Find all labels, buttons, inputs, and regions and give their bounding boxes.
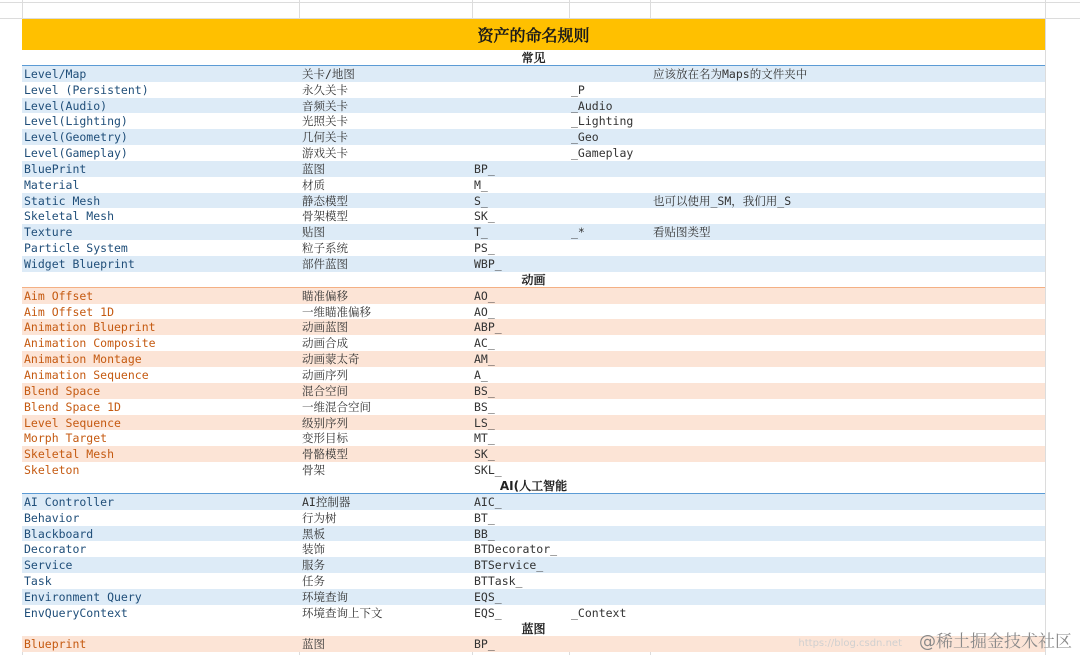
table-row — [22, 224, 1045, 240]
chinese-name-cell[interactable]: 任务 — [302, 574, 325, 588]
note-cell[interactable] — [653, 288, 1043, 304]
prefix-cell[interactable] — [474, 82, 568, 98]
table-row — [22, 367, 1045, 383]
suffix-cell[interactable]: _Gameplay — [571, 146, 634, 160]
table-row — [22, 510, 1045, 526]
suffix-cell[interactable] — [571, 430, 649, 446]
table-row — [22, 82, 1045, 98]
chinese-name-cell[interactable]: 蓝图 — [302, 162, 325, 176]
note-cell[interactable] — [653, 367, 1043, 383]
note-cell[interactable] — [653, 304, 1043, 320]
chinese-name-cell[interactable]: 环境查询 — [302, 590, 348, 604]
asset-type-cell[interactable]: Widget Blueprint — [24, 257, 135, 271]
prefix-cell[interactable] — [474, 145, 568, 161]
prefix-cell[interactable]: BB_ — [474, 527, 495, 541]
suffix-cell[interactable] — [571, 66, 649, 82]
asset-type-cell[interactable]: Level (Persistent) — [24, 83, 149, 97]
suffix-cell[interactable] — [571, 161, 649, 177]
table-row — [22, 383, 1045, 399]
chinese-name-cell[interactable]: 贴图 — [302, 225, 325, 239]
chinese-name-cell[interactable]: 瞄准偏移 — [302, 289, 348, 303]
suffix-cell[interactable] — [571, 304, 649, 320]
note-cell[interactable] — [653, 240, 1043, 256]
chinese-name-cell[interactable]: 一维混合空间 — [302, 400, 371, 414]
note-cell[interactable] — [653, 98, 1043, 114]
suffix-cell[interactable] — [571, 240, 649, 256]
table-row — [22, 462, 1045, 478]
note-cell[interactable] — [653, 256, 1043, 272]
note-cell[interactable]: 看贴图类型 — [653, 225, 711, 239]
asset-type-cell[interactable]: Level/Map — [24, 67, 87, 81]
note-cell[interactable] — [653, 177, 1043, 193]
faint-url: https://blog.csdn.net — [798, 638, 902, 649]
asset-type-cell[interactable]: Particle System — [24, 241, 128, 255]
asset-type-cell[interactable]: Environment Query — [24, 590, 142, 604]
suffix-cell[interactable] — [571, 335, 649, 351]
table-row — [22, 541, 1045, 557]
prefix-cell[interactable]: BT_ — [474, 511, 495, 525]
prefix-cell[interactable]: EQS_ — [474, 606, 502, 620]
suffix-cell[interactable] — [571, 557, 649, 573]
sheet-title: 资产的命名规则 — [22, 19, 1045, 50]
chinese-name-cell[interactable]: 动画蓝图 — [302, 320, 348, 334]
note-cell[interactable] — [653, 415, 1043, 431]
suffix-cell[interactable]: _* — [571, 225, 585, 239]
asset-type-cell[interactable]: Blend Space 1D — [24, 400, 121, 414]
asset-type-cell[interactable]: Skeletal Mesh — [24, 447, 115, 461]
chinese-name-cell[interactable]: 混合空间 — [302, 384, 348, 398]
suffix-cell[interactable] — [571, 636, 649, 652]
suffix-cell[interactable] — [571, 494, 649, 510]
chinese-name-cell[interactable]: AI控制器 — [302, 495, 351, 509]
asset-type-cell[interactable]: Static Mesh — [24, 194, 101, 208]
chinese-name-cell[interactable]: 光照关卡 — [302, 114, 348, 128]
note-cell[interactable] — [653, 113, 1043, 129]
gridline — [0, 2, 1080, 3]
note-cell[interactable] — [653, 129, 1043, 145]
asset-type-cell[interactable]: Service — [24, 558, 73, 572]
table-row — [22, 573, 1045, 589]
asset-type-cell[interactable]: Texture — [24, 225, 73, 239]
suffix-cell[interactable] — [571, 383, 649, 399]
asset-type-cell[interactable]: Animation Sequence — [24, 368, 149, 382]
table-row — [22, 304, 1045, 320]
note-cell[interactable] — [653, 510, 1043, 526]
note-cell[interactable]: 应该放在名为Maps的文件夹中 — [653, 67, 808, 81]
suffix-cell[interactable]: _Context — [571, 606, 627, 620]
note-cell[interactable] — [653, 462, 1043, 478]
suffix-cell[interactable] — [571, 589, 649, 605]
note-cell[interactable] — [653, 335, 1043, 351]
asset-type-cell[interactable]: Behavior — [24, 511, 80, 525]
prefix-cell[interactable]: M_ — [474, 178, 488, 192]
chinese-name-cell[interactable]: 服务 — [302, 558, 325, 572]
prefix-cell[interactable] — [474, 98, 568, 114]
prefix-cell[interactable]: T_ — [474, 225, 488, 239]
prefix-cell[interactable]: AM_ — [474, 352, 495, 366]
asset-type-cell[interactable]: Skeleton — [24, 463, 80, 477]
note-cell[interactable] — [653, 605, 1043, 621]
table-row — [22, 605, 1045, 621]
suffix-cell[interactable]: _Audio — [571, 99, 613, 113]
asset-type-cell[interactable]: Material — [24, 178, 80, 192]
asset-type-cell[interactable]: Blend Space — [24, 384, 101, 398]
table-row — [22, 208, 1045, 224]
suffix-cell[interactable] — [571, 462, 649, 478]
suffix-cell[interactable]: _P — [571, 83, 585, 97]
prefix-cell[interactable]: SK_ — [474, 447, 495, 461]
chinese-name-cell[interactable]: 级别序列 — [302, 416, 348, 430]
chinese-name-cell[interactable]: 黑板 — [302, 527, 325, 541]
suffix-cell[interactable] — [571, 256, 649, 272]
chinese-name-cell[interactable]: 材质 — [302, 178, 325, 192]
suffix-cell[interactable] — [571, 573, 649, 589]
suffix-cell[interactable] — [571, 367, 649, 383]
asset-type-cell[interactable]: Decorator — [24, 542, 87, 556]
prefix-cell[interactable]: AIC_ — [474, 495, 502, 509]
prefix-cell[interactable]: SK_ — [474, 209, 495, 223]
suffix-cell[interactable] — [571, 208, 649, 224]
note-cell[interactable] — [653, 557, 1043, 573]
prefix-cell[interactable]: ABP_ — [474, 320, 502, 334]
note-cell[interactable] — [653, 494, 1043, 510]
table-row — [22, 430, 1045, 446]
section-header: AI(人工智能 — [22, 478, 1045, 494]
table-row — [22, 113, 1045, 129]
asset-type-cell[interactable]: Aim Offset — [24, 289, 94, 303]
suffix-cell[interactable]: _Lighting — [571, 114, 634, 128]
note-cell[interactable] — [653, 161, 1043, 177]
prefix-cell[interactable]: LS_ — [474, 416, 495, 430]
prefix-cell[interactable]: BS_ — [474, 400, 495, 414]
note-cell[interactable] — [653, 430, 1043, 446]
prefix-cell[interactable]: S_ — [474, 194, 488, 208]
asset-type-cell[interactable]: BluePrint — [24, 162, 87, 176]
chinese-name-cell[interactable]: 蓝图 — [302, 637, 325, 651]
asset-type-cell[interactable]: Level(Gameplay) — [24, 146, 128, 160]
prefix-cell[interactable]: BP_ — [474, 637, 495, 651]
prefix-cell[interactable]: MT_ — [474, 431, 495, 445]
prefix-cell[interactable]: SKL_ — [474, 463, 502, 477]
table-row — [22, 494, 1045, 510]
chinese-name-cell[interactable]: 静态模型 — [302, 194, 348, 208]
suffix-cell[interactable]: _Geo — [571, 130, 599, 144]
suffix-cell[interactable] — [571, 319, 649, 335]
note-cell[interactable] — [653, 383, 1043, 399]
table-row — [22, 129, 1045, 145]
chinese-name-cell[interactable]: 骨骼模型 — [302, 447, 348, 461]
note-cell[interactable] — [653, 573, 1043, 589]
section-header: 蓝图 — [22, 621, 1045, 637]
chinese-name-cell[interactable]: 部件蓝图 — [302, 257, 348, 271]
prefix-cell[interactable]: BTDecorator_ — [474, 542, 558, 556]
table-row — [22, 66, 1045, 82]
suffix-cell[interactable] — [571, 351, 649, 367]
chinese-name-cell[interactable]: 骨架模型 — [302, 209, 348, 223]
note-cell[interactable] — [653, 208, 1043, 224]
table-row — [22, 589, 1045, 605]
suffix-cell[interactable] — [571, 177, 649, 193]
prefix-cell[interactable]: BP_ — [474, 162, 495, 176]
suffix-cell[interactable] — [571, 526, 649, 542]
suffix-cell[interactable] — [571, 446, 649, 462]
chinese-name-cell[interactable]: 骨架 — [302, 463, 325, 477]
table-row — [22, 256, 1045, 272]
chinese-name-cell[interactable]: 粒子系统 — [302, 241, 348, 255]
note-cell[interactable] — [653, 399, 1043, 415]
note-cell[interactable] — [653, 589, 1043, 605]
prefix-cell[interactable] — [474, 113, 568, 129]
prefix-cell[interactable] — [474, 129, 568, 145]
chinese-name-cell[interactable]: 游戏关卡 — [302, 146, 348, 160]
gridline — [1045, 0, 1046, 655]
prefix-cell[interactable]: PS_ — [474, 241, 495, 255]
asset-type-cell[interactable]: Animation Composite — [24, 336, 156, 350]
chinese-name-cell[interactable]: 一维瞄准偏移 — [302, 305, 371, 319]
table-row — [22, 161, 1045, 177]
chinese-name-cell[interactable]: 装饰 — [302, 542, 325, 556]
prefix-cell[interactable]: AC_ — [474, 336, 495, 350]
table-row — [22, 288, 1045, 304]
note-cell[interactable] — [653, 541, 1043, 557]
chinese-name-cell[interactable]: 行为树 — [302, 511, 337, 525]
asset-type-cell[interactable]: AI Controller — [24, 495, 115, 509]
asset-type-cell[interactable]: Animation Blueprint — [24, 320, 156, 334]
asset-type-cell[interactable]: Skeletal Mesh — [24, 209, 115, 223]
asset-type-cell[interactable]: Level(Lighting) — [24, 114, 128, 128]
table-row — [22, 335, 1045, 351]
note-cell[interactable] — [653, 319, 1043, 335]
chinese-name-cell[interactable]: 永久关卡 — [302, 83, 348, 97]
note-cell[interactable] — [653, 145, 1043, 161]
asset-type-cell[interactable]: Animation Montage — [24, 352, 142, 366]
table-row — [22, 351, 1045, 367]
asset-type-cell[interactable]: Blackboard — [24, 527, 94, 541]
section-header: 动画 — [22, 272, 1045, 288]
table-row — [22, 415, 1045, 431]
asset-type-cell[interactable]: Level(Geometry) — [24, 130, 128, 144]
suffix-cell[interactable] — [571, 399, 649, 415]
asset-type-cell[interactable]: Morph Target — [24, 431, 108, 445]
prefix-cell[interactable]: AO_ — [474, 289, 495, 303]
table-row — [22, 177, 1045, 193]
table-row — [22, 557, 1045, 573]
table-row — [22, 446, 1045, 462]
table-row — [22, 319, 1045, 335]
watermark: @稀土掘金技术社区 — [919, 632, 1072, 652]
prefix-cell[interactable]: A_ — [474, 368, 488, 382]
asset-type-cell[interactable]: Level(Audio) — [24, 99, 108, 113]
suffix-cell[interactable] — [571, 415, 649, 431]
asset-type-cell[interactable]: Aim Offset 1D — [24, 305, 115, 319]
prefix-cell[interactable]: BS_ — [474, 384, 495, 398]
suffix-cell[interactable] — [571, 193, 649, 209]
section-header: 常见 — [22, 50, 1045, 66]
table-row — [22, 526, 1045, 542]
prefix-cell[interactable]: EQS_ — [474, 590, 502, 604]
chinese-name-cell[interactable]: 环境查询上下文 — [302, 606, 383, 620]
chinese-name-cell[interactable]: 动画合成 — [302, 336, 348, 350]
suffix-cell[interactable] — [571, 510, 649, 526]
chinese-name-cell[interactable]: 关卡/地图 — [302, 67, 355, 81]
note-cell[interactable] — [653, 351, 1043, 367]
asset-type-cell[interactable]: Task — [24, 574, 52, 588]
prefix-cell[interactable]: BTService_ — [474, 558, 544, 572]
asset-type-cell[interactable]: EnvQueryContext — [24, 606, 128, 620]
chinese-name-cell[interactable]: 音频关卡 — [302, 99, 348, 113]
asset-type-cell[interactable]: Blueprint — [24, 637, 87, 651]
suffix-cell[interactable] — [571, 541, 649, 557]
chinese-name-cell[interactable]: 几何关卡 — [302, 130, 348, 144]
table-row — [22, 98, 1045, 114]
prefix-cell[interactable]: AO_ — [474, 305, 495, 319]
note-cell[interactable] — [653, 82, 1043, 98]
table-row — [22, 145, 1045, 161]
chinese-name-cell[interactable]: 动画蒙太奇 — [302, 352, 360, 366]
prefix-cell[interactable]: BTTask_ — [474, 574, 523, 588]
asset-type-cell[interactable]: Level Sequence — [24, 416, 121, 430]
table-row — [22, 193, 1045, 209]
table-row — [22, 399, 1045, 415]
suffix-cell[interactable] — [571, 288, 649, 304]
note-cell[interactable]: 也可以使用_SM，我们用_S — [653, 194, 792, 208]
chinese-name-cell[interactable]: 变形目标 — [302, 431, 348, 445]
chinese-name-cell[interactable]: 动画序列 — [302, 368, 348, 382]
prefix-cell[interactable]: WBP_ — [474, 257, 502, 271]
prefix-cell[interactable] — [474, 66, 568, 82]
note-cell[interactable] — [653, 446, 1043, 462]
table-row — [22, 240, 1045, 256]
note-cell[interactable] — [653, 526, 1043, 542]
